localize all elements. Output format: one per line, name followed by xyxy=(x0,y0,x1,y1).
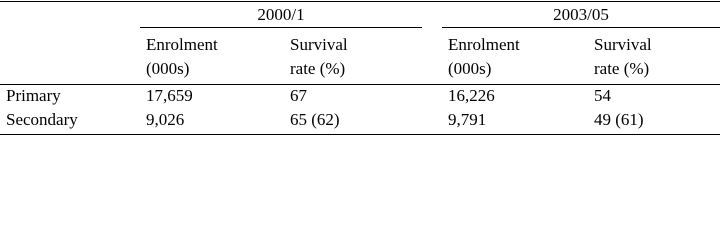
top-rule xyxy=(0,1,720,2)
survival-header-2003-05: Survival xyxy=(594,35,652,54)
header-rule xyxy=(0,84,720,85)
period-rule-2000-1 xyxy=(140,27,422,28)
cell-secondary-enrolment-2000-1: 9,026 xyxy=(146,110,185,129)
survival-unit-2000-1: rate (%) xyxy=(290,59,346,78)
enrolment-header-2000-1: Enrolment xyxy=(146,35,218,54)
bottom-rule xyxy=(0,134,720,135)
cell-secondary-enrolment-2003-05: 9,791 xyxy=(448,110,487,129)
cell-secondary-survival-2000-1: 65 (62) xyxy=(290,110,340,129)
row-label-primary: Primary xyxy=(6,86,61,105)
cell-primary-enrolment-2000-1: 17,659 xyxy=(146,86,193,105)
cell-secondary-survival-2003-05: 49 (61) xyxy=(594,110,644,129)
enrolment-unit-2000-1: (000s) xyxy=(146,59,190,78)
cell-primary-survival-2000-1: 67 xyxy=(290,86,307,105)
survival-unit-2003-05: rate (%) xyxy=(594,59,650,78)
cell-primary-enrolment-2003-05: 16,226 xyxy=(448,86,495,105)
period-header-2000-1: 2000/1 xyxy=(257,5,305,24)
survival-header-2000-1: Survival xyxy=(290,35,348,54)
row-label-secondary: Secondary xyxy=(6,110,78,129)
enrolment-unit-2003-05: (000s) xyxy=(448,59,492,78)
period-rule-2003-05 xyxy=(442,27,720,28)
enrolment-header-2003-05: Enrolment xyxy=(448,35,520,54)
period-header-2003-05: 2003/05 xyxy=(553,5,609,24)
cell-primary-survival-2003-05: 54 xyxy=(594,86,611,105)
